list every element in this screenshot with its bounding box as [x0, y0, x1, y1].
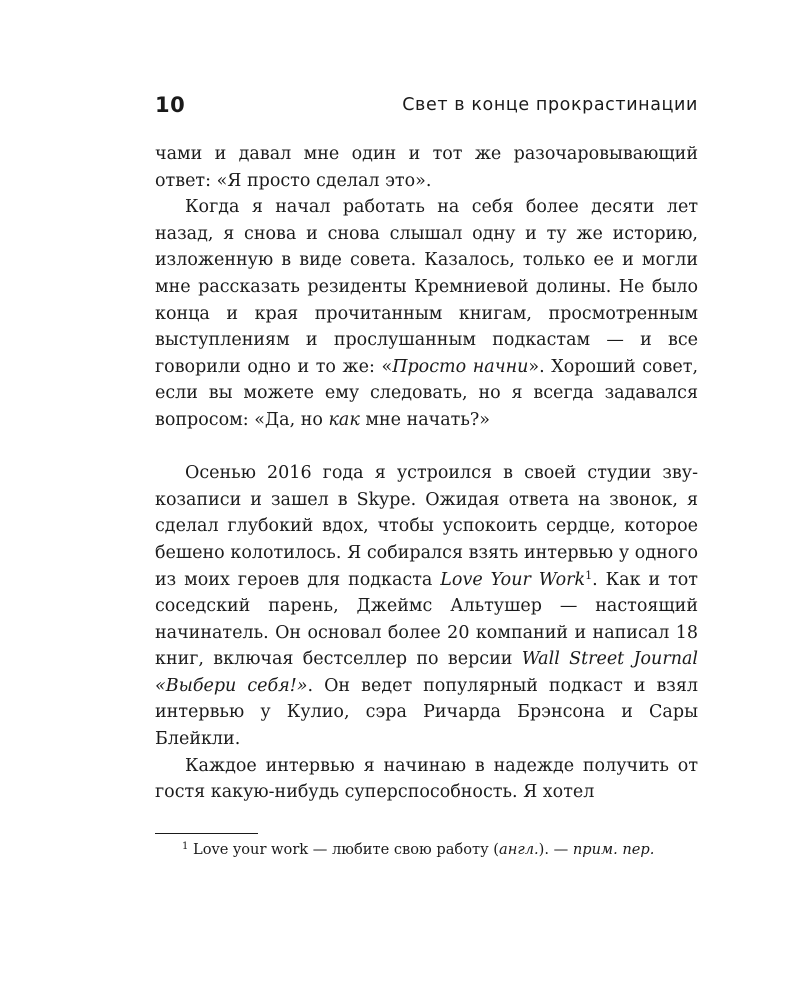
footnote-text: ). — [538, 841, 573, 858]
page-header [155, 93, 698, 121]
italic-phrase: Просто начни [392, 356, 529, 377]
paragraph [155, 753, 698, 806]
footnote-mark: 1 [182, 841, 189, 852]
paragraph-continuation [155, 141, 698, 194]
footnote-italic: англ. [499, 841, 539, 858]
paragraph-text: чами и давал мне один и тот же разочаровывающий ответ: «Я просто сделал это». [155, 144, 698, 191]
main-text [155, 141, 698, 806]
footnote-italic: прим. пер. [572, 841, 655, 858]
paragraph-text: . Как и тот соседский парень, Джеймс Альтушер — настоящий начинатель. Он основал более 20 компаний и написал 18 книг, включая бестселлер по версии [155, 569, 698, 670]
paragraph-text: Каждое интервью я начинаю в надежде получить от гостя какую-нибудь суперспособность. Я хотел [155, 755, 698, 803]
paragraph-text: ». Хороший совет, если вы можете ему следовать, но я всегда задавался вопросом: «Да, но [155, 356, 699, 430]
italic-podcast-name: Love Your Work [440, 569, 586, 590]
footnote-reference[interactable]: 1 [585, 568, 593, 582]
page-number: 10 [155, 93, 186, 117]
paragraph-text: Когда я начал работать на себя более десяти лет назад, я снова и снова слышал одну и ту же историю, изложенную в виде совета. Казалось, только ее и могли мне рассказать резиденты Кремниевой долины. Не было конца и края прочитанным книгам, просмотренным выступлениям и прослушанным подкастам — и все говорили одно и то же: « [155, 197, 698, 377]
paragraph-text: мне начать?» [359, 409, 490, 430]
paragraph [155, 460, 698, 753]
paragraph-text: Осенью 2016 года я устроился в своей студии звукозаписи и зашел в Skype. Ожидая ответа на звонок, я сделал глубокий вдох, чтобы успокоить сердце, которое бешено колотилось. Я собирался взять интервью у одного из моих героев для подкаста [155, 463, 698, 590]
italic-word: как [328, 409, 360, 430]
footnote [155, 839, 698, 861]
paragraph [155, 194, 698, 433]
italic-book-title: Wall Street Journal «Выбери себя!» [155, 649, 698, 696]
footnote-divider [155, 833, 258, 834]
paragraph-text: . Он ведет популярный подкаст и взял интервью у Кулио, сэра Ричарда Брэнсона и Сары Блейкли. [155, 675, 699, 750]
running-title: Свет в конце прокрастинации [402, 95, 698, 115]
footnote-text: Love your work — любите свою работу ( [188, 841, 499, 858]
